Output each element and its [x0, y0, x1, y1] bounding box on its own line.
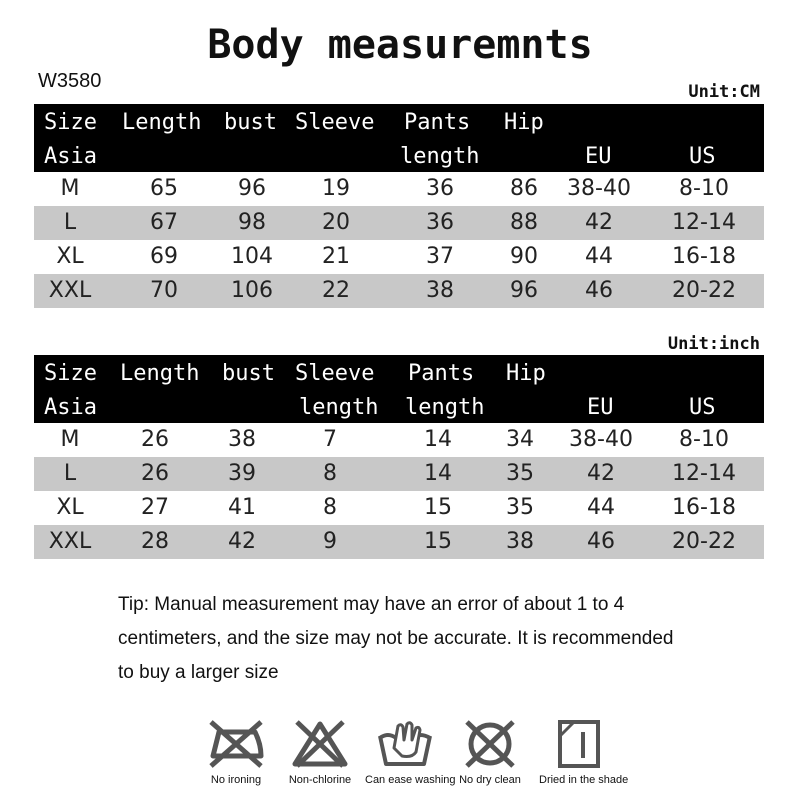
cell-pants: 37: [426, 244, 454, 269]
cell-length: 27: [141, 495, 169, 520]
cell-length: 26: [141, 461, 169, 486]
cell-sleeve: 8: [323, 495, 337, 520]
tip-line: Tip: Manual measurement may have an error of about 1 to 4: [118, 594, 625, 615]
table-row: [34, 491, 764, 525]
header-hip: Hip: [506, 361, 546, 386]
table-row: [34, 206, 764, 240]
cell-us: 8-10: [679, 427, 729, 452]
table-header: [34, 104, 764, 172]
cell-us: 20-22: [672, 278, 736, 303]
header-pants-length: length: [400, 144, 480, 169]
cell-length: 70: [150, 278, 178, 303]
cell-sleeve: 20: [322, 210, 350, 235]
cell-hip: 35: [506, 461, 534, 486]
header-bust: bust: [222, 361, 275, 386]
header-length: Length: [122, 110, 202, 135]
care-item-hand-wash: [365, 718, 456, 786]
cell-size: L: [63, 210, 77, 235]
unit-label-cm: Unit:CM: [688, 82, 760, 102]
header-sleeve-length: length: [299, 395, 379, 420]
product-code: W3580: [38, 70, 102, 92]
cell-length: 69: [150, 244, 178, 269]
care-label: Dried in the shade: [539, 774, 629, 786]
care-item-dry-in-shade: [539, 718, 629, 786]
cell-bust: 41: [228, 495, 256, 520]
care-label: No ironing: [210, 774, 262, 786]
tip-line: centimeters, and the size may not be accurate. It is recommended: [118, 628, 674, 649]
cell-us: 20-22: [672, 529, 736, 554]
cell-hip: 90: [510, 244, 538, 269]
care-label: No dry clean: [459, 774, 521, 786]
cell-sleeve: 22: [322, 278, 350, 303]
size-table-cm: [34, 104, 764, 308]
table-row: [34, 274, 764, 308]
header-length: Length: [120, 361, 200, 386]
cell-eu: 46: [585, 278, 613, 303]
table-row: [34, 525, 764, 559]
cell-size: L: [63, 461, 77, 486]
cell-pants: 15: [424, 495, 452, 520]
page-title: Body measuremnts: [207, 22, 593, 68]
cell-size: XXL: [48, 278, 92, 303]
tip-text: [118, 588, 738, 690]
cell-eu: 44: [585, 244, 613, 269]
cell-size: XXL: [48, 529, 92, 554]
cell-sleeve: 9: [323, 529, 337, 554]
cell-eu: 38-40: [567, 176, 631, 201]
header-asia: Asia: [44, 144, 97, 169]
cell-hip: 34: [506, 427, 534, 452]
cell-pants: 15: [424, 529, 452, 554]
cell-pants: 36: [426, 210, 454, 235]
non-chlorine-icon: [289, 718, 351, 770]
cell-size: M: [60, 427, 80, 452]
cell-length: 26: [141, 427, 169, 452]
cell-bust: 38: [228, 427, 256, 452]
header-size: Size: [44, 110, 97, 135]
table-header: [34, 355, 764, 423]
header-pants-length: length: [405, 395, 485, 420]
cell-bust: 39: [228, 461, 256, 486]
cell-us: 12-14: [672, 461, 736, 486]
cell-sleeve: 21: [322, 244, 350, 269]
cell-eu: 44: [587, 495, 615, 520]
cell-hip: 88: [510, 210, 538, 235]
no-dry-clean-icon: [459, 718, 521, 770]
cell-bust: 42: [228, 529, 256, 554]
header-hip: Hip: [504, 110, 544, 135]
cell-us: 16-18: [672, 495, 736, 520]
care-item-no-dry-clean: [450, 718, 530, 786]
cell-bust: 104: [231, 244, 273, 269]
cell-hip: 86: [510, 176, 538, 201]
cell-eu: 38-40: [569, 427, 633, 452]
care-item-non-chlorine: [280, 718, 360, 786]
cell-size: XL: [56, 495, 84, 520]
dry-in-shade-icon: [548, 718, 610, 770]
cell-eu: 42: [587, 461, 615, 486]
tip-line: to buy a larger size: [118, 662, 279, 683]
cell-hip: 96: [510, 278, 538, 303]
header-eu: EU: [587, 395, 614, 420]
cell-bust: 96: [238, 176, 266, 201]
cell-hip: 35: [506, 495, 534, 520]
header-eu: EU: [585, 144, 612, 169]
hand-wash-icon: [374, 718, 436, 770]
care-label: Non-chlorine: [288, 774, 352, 786]
header-asia: Asia: [44, 395, 97, 420]
cell-length: 67: [150, 210, 178, 235]
cell-pants: 14: [424, 427, 452, 452]
cell-size: M: [60, 176, 80, 201]
cell-us: 8-10: [679, 176, 729, 201]
table-row: [34, 240, 764, 274]
table-row: [34, 457, 764, 491]
cell-pants: 14: [424, 461, 452, 486]
cell-pants: 36: [426, 176, 454, 201]
cell-hip: 38: [506, 529, 534, 554]
no-ironing-icon: [205, 718, 267, 770]
header-sleeve: Sleeve: [295, 110, 375, 135]
cell-length: 65: [150, 176, 178, 201]
care-item-no-ironing: [196, 718, 276, 786]
cell-bust: 106: [231, 278, 273, 303]
care-label: Can ease washing: [365, 774, 456, 786]
table-row: [34, 172, 764, 206]
table-row: [34, 423, 764, 457]
header-bust: bust: [224, 110, 277, 135]
cell-us: 16-18: [672, 244, 736, 269]
header-size: Size: [44, 361, 97, 386]
unit-label-inch: Unit:inch: [667, 334, 760, 354]
cell-sleeve: 19: [322, 176, 350, 201]
cell-us: 12-14: [672, 210, 736, 235]
cell-size: XL: [56, 244, 84, 269]
cell-eu: 46: [587, 529, 615, 554]
cell-eu: 42: [585, 210, 613, 235]
cell-bust: 98: [238, 210, 266, 235]
cell-sleeve: 7: [323, 427, 337, 452]
header-pants: Pants: [404, 110, 471, 135]
cell-length: 28: [141, 529, 169, 554]
header-sleeve: Sleeve: [295, 361, 375, 386]
size-table-inch: [34, 355, 764, 559]
header-us: US: [689, 395, 716, 420]
header-us: US: [689, 144, 716, 169]
header-pants: Pants: [408, 361, 475, 386]
cell-pants: 38: [426, 278, 454, 303]
cell-sleeve: 8: [323, 461, 337, 486]
